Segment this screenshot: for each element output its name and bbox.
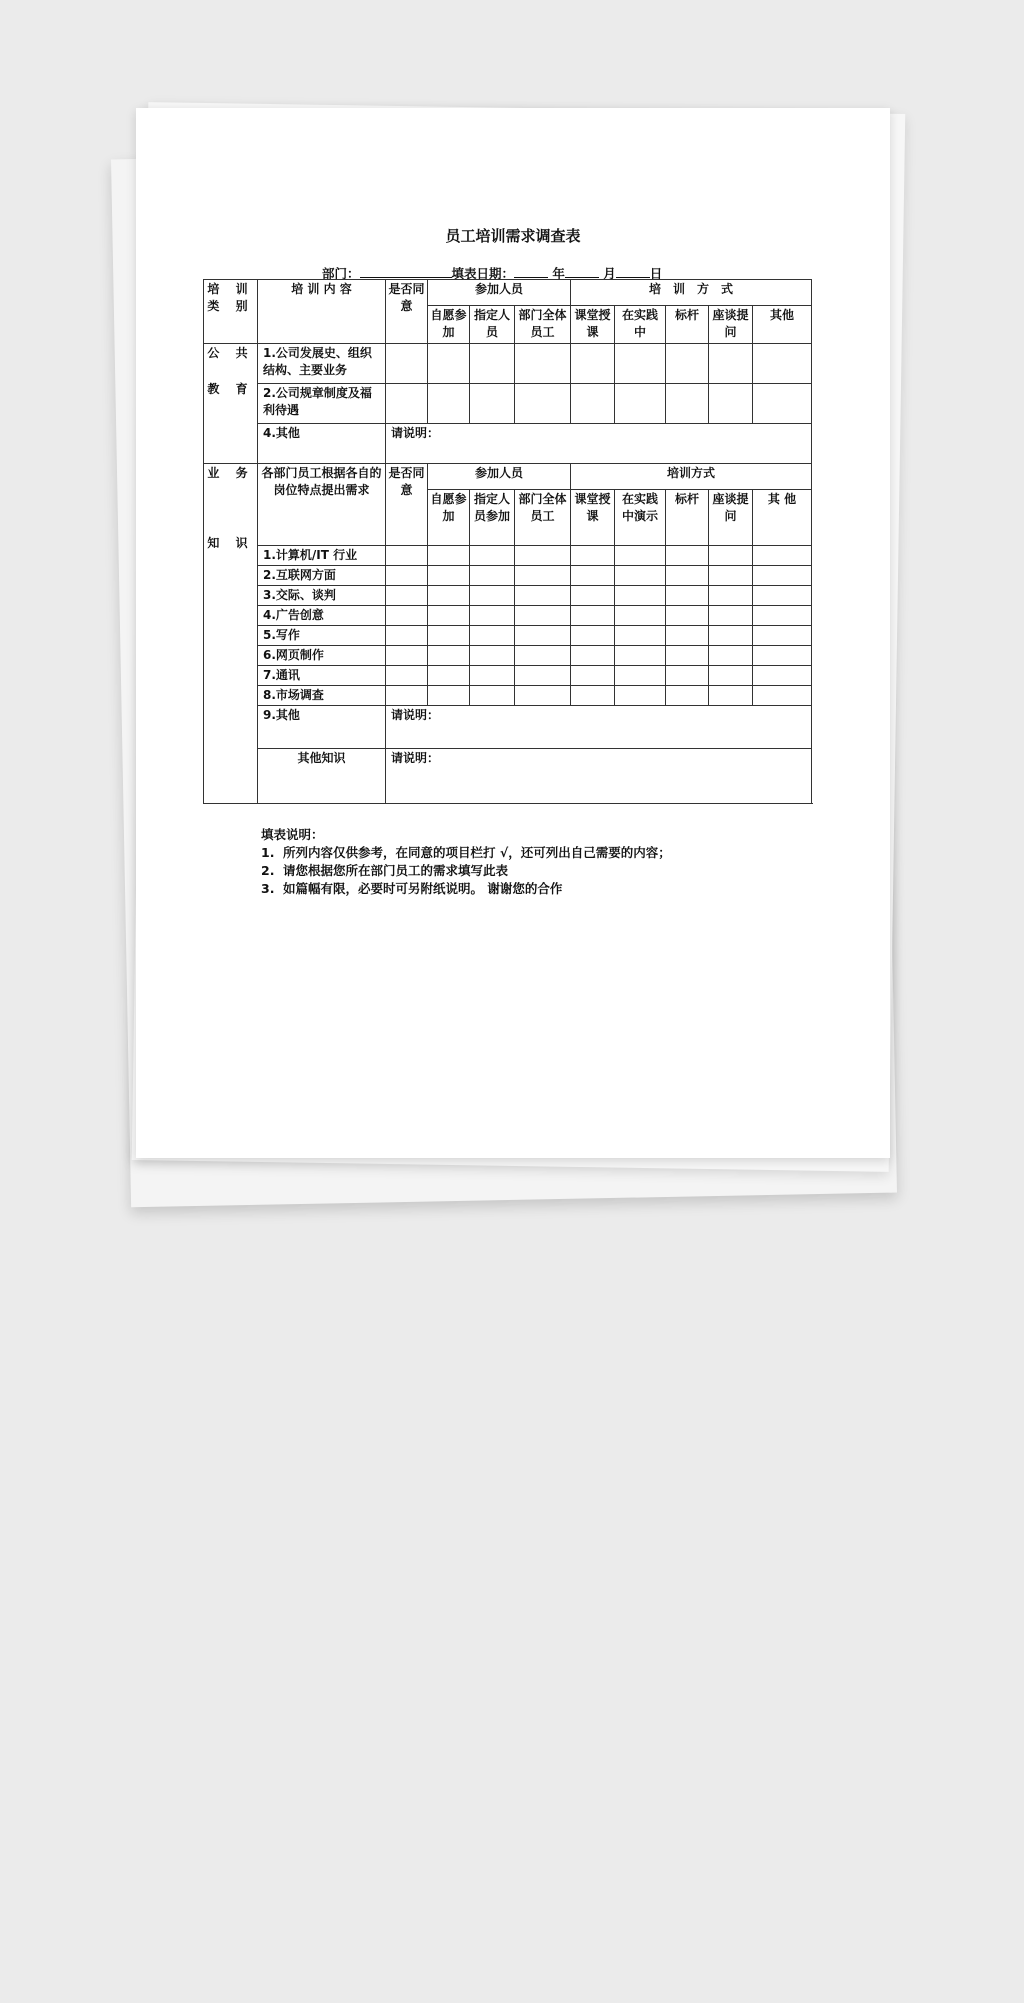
table-cell[interactable] [571,586,615,606]
header-participants: 参加人员 [428,280,571,306]
header-content: 培 训 内 容 [258,280,386,344]
table-cell[interactable] [666,666,709,686]
table-cell[interactable] [709,586,753,606]
header-all-staff: 部门全体员工 [515,306,571,344]
business-explain-field[interactable]: 请说明： [386,706,812,749]
business-item-5: 5.写作 [258,626,386,646]
table-cell[interactable] [428,666,470,686]
other-knowledge-explain-field[interactable]: 请说明： [386,749,812,804]
table-row [204,344,812,384]
table-row [204,686,812,706]
table-cell[interactable] [615,546,666,566]
table-cell[interactable] [386,546,428,566]
table-cell[interactable] [666,384,709,424]
table-cell[interactable] [666,686,709,706]
table-cell[interactable] [615,626,666,646]
header-voluntary: 自愿参加 [428,490,470,546]
document-title: 员工培训需求调查表 [445,227,581,245]
business-item-2: 2.互联网方面 [258,566,386,586]
header-other: 其他 [753,306,812,344]
table-cell[interactable] [470,606,515,626]
table-cell[interactable] [709,344,753,384]
table-cell[interactable] [470,344,515,384]
table-cell[interactable] [571,566,615,586]
table-cell[interactable] [515,546,571,566]
table-cell[interactable] [515,566,571,586]
table-cell[interactable] [709,646,753,666]
header-agree: 是否同意 [386,464,428,546]
table-cell[interactable] [615,384,666,424]
table-cell[interactable] [753,686,812,706]
table-cell[interactable] [470,686,515,706]
table-cell[interactable] [666,626,709,646]
table-cell[interactable] [386,384,428,424]
header-method: 培 训 方 式 [571,280,812,306]
header-practice: 在实践中 [615,306,666,344]
table-cell[interactable] [386,646,428,666]
table-cell[interactable] [753,384,812,424]
table-cell[interactable] [709,384,753,424]
table-row [204,749,812,804]
table-cell[interactable] [470,384,515,424]
table-cell[interactable] [571,666,615,686]
business-item-7: 7.通讯 [258,666,386,686]
table-cell[interactable] [709,686,753,706]
category-label: 知 识 [207,536,254,550]
table-cell[interactable] [571,384,615,424]
table-cell[interactable] [753,606,812,626]
category-business-knowledge [204,464,258,804]
table-cell[interactable] [428,566,470,586]
table-row [204,626,812,646]
header-seminar: 座谈提问 [709,306,753,344]
table-cell[interactable] [470,546,515,566]
table-cell[interactable] [753,626,812,646]
table-row [204,546,812,566]
header-method: 培训方式 [571,464,812,490]
table-row [204,646,812,666]
table-cell[interactable] [615,686,666,706]
table-cell[interactable] [515,646,571,666]
header-benchmark: 标杆 [666,490,709,546]
business-item-6: 6.网页制作 [258,646,386,666]
table-cell[interactable] [615,646,666,666]
list-item: 1. 所列内容仅供参考，在同意的项目栏打 √，还可列出自己需要的内容； [261,845,671,860]
month-label: 月 [603,266,616,281]
table-cell[interactable] [428,646,470,666]
table-cell[interactable] [515,606,571,626]
table-row [204,280,812,306]
table-cell[interactable] [753,566,812,586]
category-public-education [204,344,258,464]
year-blank [565,265,599,278]
table-cell[interactable] [753,546,812,566]
table-cell[interactable] [515,686,571,706]
table-cell[interactable] [428,686,470,706]
survey-table [203,279,812,804]
fill-instructions [261,826,671,898]
table-cell[interactable] [709,666,753,686]
table-cell[interactable] [709,546,753,566]
table-row [204,586,812,606]
fill-date-label: 填表日期： [451,266,515,281]
table-cell[interactable] [709,566,753,586]
business-intro: 各部门员工根据各自的岗位特点提出需求 [258,464,386,546]
year-label: 年 [552,266,565,281]
day-label: 日 [649,266,663,281]
category-label: 业 务 [207,466,254,480]
category-label: 公 共 [207,346,254,360]
fill-date-blank [514,265,548,278]
table-cell[interactable] [571,626,615,646]
header-designated: 指定人员 [470,306,515,344]
public-explain-field[interactable]: 请说明： [386,424,812,464]
header-classroom: 课堂授课 [571,490,615,546]
table-cell[interactable] [515,384,571,424]
table-cell[interactable] [515,666,571,686]
list-item: 3. 如篇幅有限，必要时可另附纸说明。 谢谢您的合作 [261,881,563,896]
table-row [204,424,812,464]
table-row [204,706,812,749]
table-cell[interactable] [753,586,812,606]
table-cell[interactable] [753,666,812,686]
business-item-3: 3.交际、谈判 [258,586,386,606]
table-cell[interactable] [386,344,428,384]
table-cell[interactable] [428,546,470,566]
table-cell[interactable] [666,344,709,384]
public-item-1: 1.公司发展史、组织结构、主要业务 [258,344,386,384]
table-cell[interactable] [386,586,428,606]
table-cell[interactable] [386,606,428,626]
table-cell[interactable] [470,666,515,686]
table-cell[interactable] [615,666,666,686]
table-cell[interactable] [615,606,666,626]
table-cell[interactable] [428,344,470,384]
header-designated: 指定人员参加 [470,490,515,546]
header-agree: 是否同意 [386,280,428,344]
table-cell[interactable] [515,586,571,606]
table-cell[interactable] [753,646,812,666]
table-cell[interactable] [753,344,812,384]
table-cell[interactable] [428,626,470,646]
table-row [204,606,812,626]
table-cell[interactable] [615,586,666,606]
table-cell[interactable] [571,344,615,384]
table-cell[interactable] [666,566,709,586]
table-cell[interactable] [470,586,515,606]
table-cell[interactable] [615,344,666,384]
table-cell[interactable] [470,626,515,646]
table-cell[interactable] [571,646,615,666]
table-cell[interactable] [428,606,470,626]
table-cell[interactable] [515,344,571,384]
header-practice: 在实践中演示 [615,490,666,546]
table-cell[interactable] [666,646,709,666]
header-classroom: 课堂授课 [571,306,615,344]
table-cell[interactable] [666,546,709,566]
header-seminar: 座谈提问 [709,490,753,546]
category-other-knowledge: 其他知识 [258,749,386,804]
business-item-4: 4.广告创意 [258,606,386,626]
department-blank [360,265,452,278]
table-cell[interactable] [386,666,428,686]
table-cell[interactable] [470,566,515,586]
table-cell[interactable] [386,566,428,586]
header-all-staff: 部门全体员工 [515,490,571,546]
document-page [136,108,890,1158]
table-row [204,384,812,424]
month-blank [616,265,650,278]
header-participants: 参加人员 [428,464,571,490]
business-item-8: 8.市场调查 [258,686,386,706]
header-other: 其 他 [753,490,812,546]
category-label: 教 育 [207,382,254,396]
header-category: 培 训 类 别 [204,280,258,344]
table-cell[interactable] [470,646,515,666]
table-cell[interactable] [386,686,428,706]
table-cell[interactable] [615,566,666,586]
business-item-other: 9.其他 [258,706,386,749]
table-cell[interactable] [571,546,615,566]
header-benchmark: 标杆 [666,306,709,344]
instructions-heading: 填表说明： [261,827,324,842]
table-cell[interactable] [709,626,753,646]
list-item: 2. 请您根据您所在部门员工的需求填写此表 [261,863,509,878]
table-row [204,464,812,490]
table-cell[interactable] [428,384,470,424]
table-row [204,666,812,686]
department-label: 部门： [322,266,360,281]
table-cell[interactable] [428,586,470,606]
public-item-2: 2.公司规章制度及福利待遇 [258,384,386,424]
table-cell[interactable] [666,606,709,626]
table-cell[interactable] [515,626,571,646]
table-cell[interactable] [571,606,615,626]
public-item-other: 4.其他 [258,424,386,464]
header-voluntary: 自愿参加 [428,306,470,344]
table-row [204,566,812,586]
table-cell[interactable] [666,586,709,606]
table-cell[interactable] [571,686,615,706]
table-cell[interactable] [386,626,428,646]
business-item-1: 1.计算机/IT 行业 [258,546,386,566]
table-cell[interactable] [709,606,753,626]
